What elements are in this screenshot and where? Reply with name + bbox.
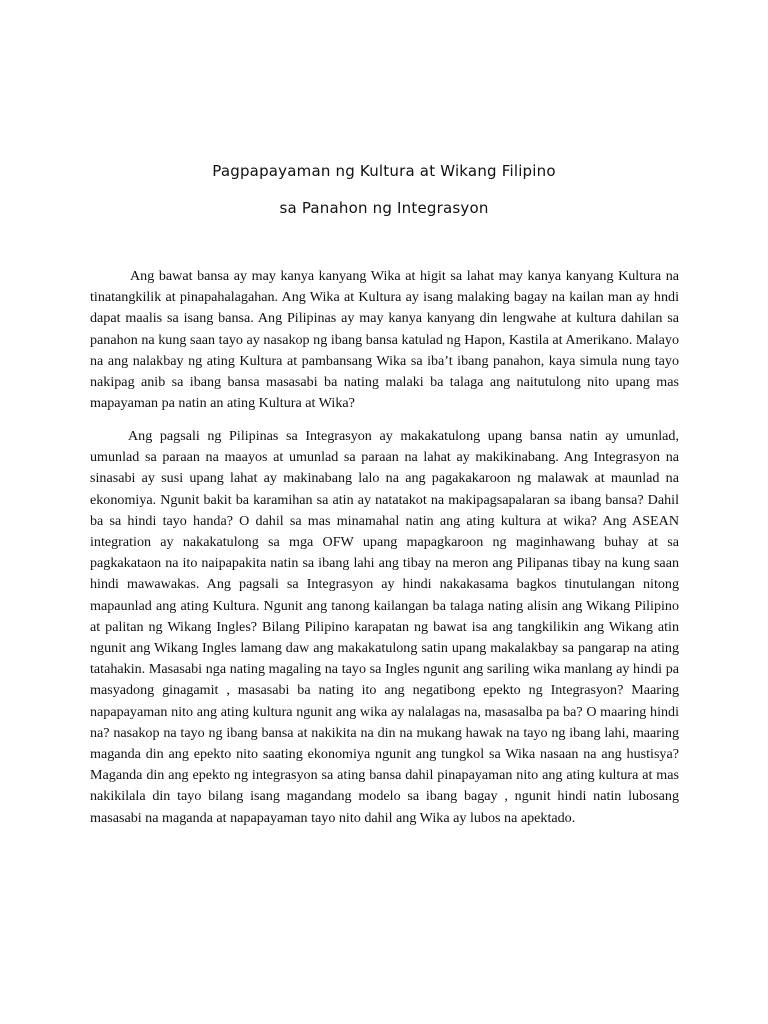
document-title: Pagpapayaman ng Kultura at Wikang Filipino <box>212 162 556 180</box>
paragraph-2: Ang pagsali ng Pilipinas sa Integrasyon ay makakatulong upang bansa natin ay umunlad, umunlad sa paraan na maayos at umunlad sa paraan na lahat ay makikinabang. Ang Integrasyon na sinasabi ay susi upang lahat ay makinabang lalo na ang pagakakaroon ng malawak at maunlad na ekonomiya. Ngunit bakit ba karamihan sa atin ay natatakot na makipagsapalaran sa ibang bansa? Dahil ba sa hindi tayo handa? O dahil sa mas minamahal natin ang ating kultura at wika? Ang ASEAN integration ay nakakatulong sa mga OFW upang mapagkaroon ng maginhawang buhay at sa pagkakataon na ito naipapakita natin sa ibang lahi ang tibay na meron ang Pilipanas tibay na kung saan hindi mawawakas. Ang pagsali sa Integrasyon ay hindi nakakasama bagkos tinutulangan nitong mapaunlad ang ating Kultura. Ngunit ang tanong kailangan ba talaga nating alisin ang Wikang Pilipino at palitan ng Wikang Ingles? Bilang Pilipino karapatan ng bawat isa ang tangkilikin ang Wikang atin ngunit ang Wikang Ingles lamang daw ang makakatulong satin upang makalakbay sa pangarap na ating tatahakin. Masasabi nga nating magaling na tayo sa Ingles ngunit ang sariling wika manlang ay hindi pa masyadong ginagamit , masasabi ba nating ito ang negatibong epekto ng Integrasyon? Maaring napapayaman nito ang ating kultura ngunit ang wika ay nalalagas na, masasalba pa ba? O maaring hindi na? nasakop na tayo ng ibang bansa at nakikita na din na mukang hawak na tayo ng ibang lahi, maaring maganda din ang epekto nito saating ekonomiya ngunit ang tungkol sa Wika nasaan na ang hustisya? Maganda din ang epekto ng integrasyon sa ating bansa dahil pinapayaman nito ang ating kultura at mas nakikilala din tayo bilang isang magandang modelo sa ibang bagay , ngunit hindi natin lubosang masasabi na maganda at napapayaman tayo nito dahil ang Wika ay lubos na apektado. <box>90 428 679 826</box>
document-subtitle: sa Panahon ng Integrasyon <box>279 199 489 217</box>
paragraph-1: Ang bawat bansa ay may kanya kanyang Wika at higit sa lahat may kanya kanyang Kultura na tinatangkilik at pinapahalagahan. Ang Wika at Kultura ay isang malaking bagay na kailan man ay hndi dapat maalis sa isang bansa. Ang Pilipinas ay may kanya kanyang din lengwahe at kultura dahilan sa panahon na kung saan tayo ay nasakop ng ibang bansa katulad ng Hapon, Kastila at Amerikano. Malayo na ang nalakbay ng ating Kultura at pambansang Wika sa iba’t ibang panahon, kaya simula nung tayo nakipag anib sa ibang bansa masasabi ba nating malaki ba talaga ang naitutulong nito upang mas mapayaman pa natin an ating Kultura at Wika? <box>90 268 679 412</box>
